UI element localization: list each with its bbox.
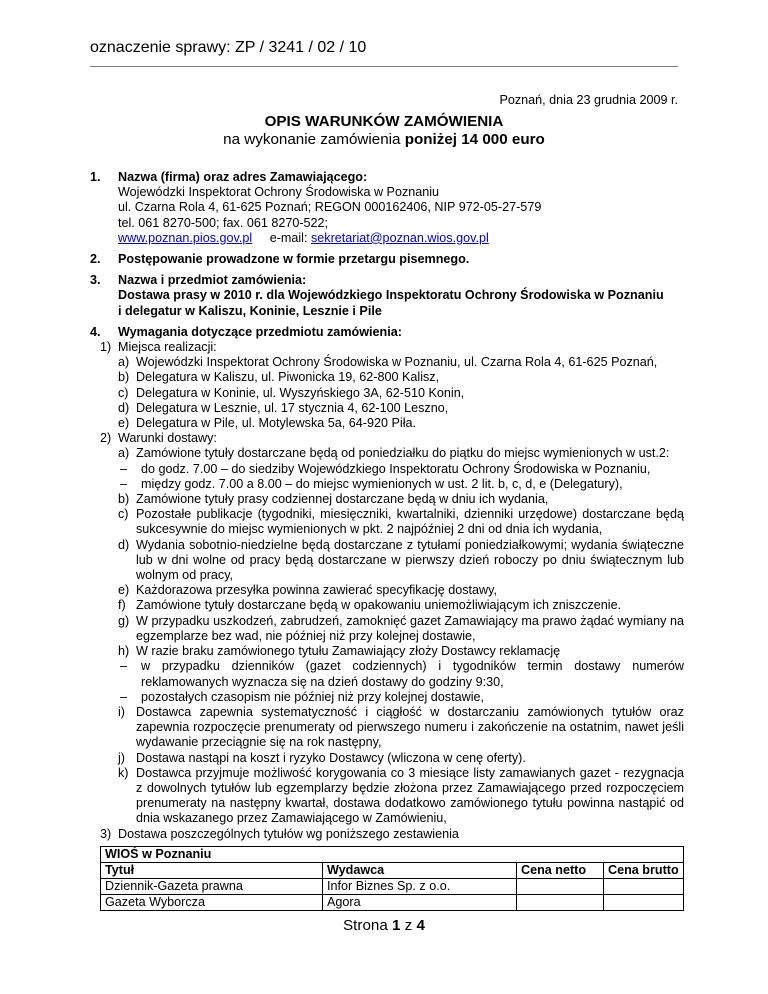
item-text: Delegatura w Pile, ul. Motylewska 5a, 64-920 Piła.: [136, 416, 417, 431]
item-letter: c): [118, 385, 129, 400]
document-body: [90, 170, 684, 911]
subject-line: Dostawa prasy w 2010 r. dla Wojewódzkiego Inspektoratu Ochrony Środowiska w Poznaniu: [118, 288, 664, 303]
dash-bullet: –: [120, 689, 128, 704]
item-text: Zamówione tytuły prasy codziennej dostarczane będą w dniu ich wydania,: [136, 492, 549, 507]
cell-net-price: [517, 878, 604, 894]
dash-bullet: –: [120, 461, 128, 476]
total-pages: 4: [416, 917, 425, 934]
subpoint-label: Warunki dostawy:: [118, 431, 217, 446]
subpoint-titles-list: [100, 827, 684, 842]
item-text: Wojewódzki Inspektorat Ochrony Środowiska w Poznaniu, ul. Czarna Rola 4, 61-625 Poznań,: [136, 355, 658, 370]
dash-text: między godz. 7.00 a 8.00 – do miejsc wymienionych w ust. 2 lit. b, c, d, e (Delegatury),: [141, 476, 623, 491]
list-item: [118, 446, 684, 461]
dash-item: [118, 462, 684, 477]
list-item: [118, 370, 684, 385]
item-letter: a): [118, 446, 130, 461]
item-text: Każdorazowa przesyłka powinna zawierać specyfikację dostawy,: [136, 583, 497, 598]
item-letter: j): [118, 750, 125, 765]
subpoint-number: 3): [100, 826, 112, 841]
table-row: [101, 894, 684, 910]
item-letter: a): [118, 355, 130, 370]
subpoint-delivery-terms: [100, 431, 684, 826]
column-header-publisher: Wydawca: [323, 862, 517, 878]
dash-text: do godz. 7.00 – do siedziby Wojewódzkiego Inspektoratu Ochrony Środowiska w Poznaniu,: [141, 461, 651, 476]
header-divider: [90, 66, 678, 67]
list-item: [118, 492, 684, 507]
table-group-label: WIOŚ w Poznaniu: [101, 846, 684, 862]
section-number: 4.: [90, 324, 101, 339]
item-text: Delegatura w Koninie, ul. Wyszyńskiego 3A, 62-510 Konin,: [136, 385, 465, 400]
list-item: [118, 705, 684, 751]
item-text: Delegatura w Lesznie, ul. 17 stycznia 4, 62-100 Leszno,: [136, 400, 449, 415]
ordering-party-name: Wojewódzki Inspektorat Ochrony Środowiska w Poznaniu: [118, 185, 440, 200]
ordering-party-address: ul. Czarna Rola 4, 61-625 Poznań; REGON 000162406, NIP 972-05-27-579: [118, 200, 542, 215]
item-letter: f): [118, 598, 126, 613]
cell-title: Gazeta Wyborcza: [101, 894, 323, 910]
list-item: [118, 766, 684, 827]
item-letter: b): [118, 370, 130, 385]
page-subtitle: [0, 132, 768, 147]
item-text: Delegatura w Kaliszu, ul. Piwonicka 19, 62-800 Kalisz,: [136, 370, 440, 385]
section-1: [90, 170, 684, 246]
item-text: Wydania sobotnio-niedzielne będą dostarczane z tytułami poniedziałkowymi; wydania świąteczne lub w dni wolne od pracy będą dostarczane w pierwszy dzień roboczy po dniu świątecznym lub wolnym od pracy,: [136, 537, 684, 583]
subpoint-number: 1): [100, 340, 112, 355]
item-text: W przypadku uszkodzeń, zabrudzeń, zamoknięć gazet Zamawiający ma prawo żądać wymiany na egzemplarze bez wad, nie później niż przy kolejnej dostawie,: [136, 613, 684, 643]
list-item: [118, 416, 684, 431]
current-page: 1: [392, 917, 401, 934]
dash-item: [118, 477, 684, 492]
item-text: Dostawca przyjmuje możliwość korygowania co 3 miesiące listy zamawianych gazet - rezygnacja z dowolnych tytułów lub egzemplarzy będzie złożona przez Zamawiającego przed rozpoczęciem prenumeraty na następny kwartał, dostawa dodatkowo zamówionego tytułu powinna nastąpić od dnia wskazanego przez Zamawiającego w Zamówieniu,: [136, 765, 684, 826]
cell-title: Dziennik-Gazeta prawna: [101, 878, 323, 894]
list-item: [118, 538, 684, 584]
contact-line: [118, 231, 684, 246]
item-letter: g): [118, 613, 130, 628]
cell-net-price: [517, 894, 604, 910]
table-group-row: [101, 846, 684, 862]
item-letter: e): [118, 583, 130, 598]
page-label: Strona: [343, 917, 392, 934]
section-2: [90, 252, 684, 267]
item-text: W razie braku zamówionego tytułu Zamawiający złoży Dostawcy reklamację: [136, 644, 561, 659]
column-header-net-price: Cena netto: [517, 862, 604, 878]
list-item: [118, 614, 684, 644]
subtitle-amount: poniżej 14 000 euro: [404, 131, 545, 148]
list-item: [118, 583, 684, 598]
subject-line: i delegatur w Kaliszu, Koninie, Lesznie i Pile: [118, 303, 382, 318]
cell-gross-price: [604, 878, 684, 894]
item-letter: d): [118, 537, 130, 552]
website-link[interactable]: www.poznan.pios.gov.pl: [118, 230, 253, 245]
subpoint-locations: [100, 340, 684, 431]
table-header-row: [101, 862, 684, 878]
ordering-party-phone: tel. 061 8270-500; fax. 061 8270-522;: [118, 215, 329, 230]
list-item: [118, 386, 684, 401]
item-letter: i): [118, 704, 125, 719]
section-number: 2.: [90, 252, 101, 267]
dash-text: pozostałych czasopism nie później niż przy kolejnej dostawie,: [141, 689, 485, 704]
cell-publisher: Infor Biznes Sp. z o.o.: [323, 878, 517, 894]
item-text: Zamówione tytuły dostarczane będą od poniedziałku do piątku do miejsc wymienionych w ust.2:: [136, 446, 670, 461]
case-mark: oznaczenie sprawy: ZP / 3241 / 02 / 10: [90, 39, 367, 56]
page-separator: z: [400, 917, 417, 934]
item-letter: e): [118, 416, 130, 431]
item-letter: k): [118, 765, 129, 780]
item-text: Dostawca zapewnia systematyczność i ciągłość w dostarczaniu zamówionych tytułów oraz zapewnia rozpoczęcie prenumeraty od pierwszego numeru i zakończenie na ostatnim, nawet jeśli wydawanie przeciągnie się na rok następny,: [136, 704, 684, 750]
dash-item: [118, 659, 684, 689]
email-label: e-mail:: [269, 230, 311, 245]
section-4: [90, 325, 684, 842]
column-header-gross-price: Cena brutto: [604, 862, 684, 878]
list-item: [118, 507, 684, 537]
item-letter: c): [118, 507, 129, 522]
item-text: Pozostałe publikacje (tygodniki, miesięczniki, kwartalniki, dzienniki urzędowe) dostarczane będą sukcesywnie do miejsc wymienionych w pkt. 2 najpóźniej 2 dni od dnia ich wydania,: [136, 507, 684, 537]
item-text: Zamówione tytuły dostarczane będą w opakowaniu uniemożliwiającym ich zniszczenie.: [136, 598, 622, 613]
subpoint-number: 2): [100, 431, 112, 446]
dash-bullet: –: [120, 659, 128, 674]
subpoint-label: Miejsca realizacji:: [118, 340, 217, 355]
item-letter: b): [118, 492, 130, 507]
section-heading: Postępowanie prowadzone w formie przetargu pisemnego.: [118, 252, 470, 267]
list-item: [118, 355, 684, 370]
section-heading: Nazwa i przedmiot zamówienia:: [118, 273, 307, 288]
page-title: OPIS WARUNKÓW ZAMÓWIENIA: [264, 113, 504, 130]
dash-item: [118, 690, 684, 705]
dash-bullet: –: [120, 476, 128, 491]
document-date: Poznań, dnia 23 grudnia 2009 r.: [499, 93, 678, 107]
dash-text: w przypadku dzienników (gazet codziennych) i tygodników termin dostawy numerów reklamowanych wyznacza się na dzień dostawy do godziny 9:30,: [141, 659, 684, 689]
section-number: 1.: [90, 170, 101, 184]
table-row: [101, 878, 684, 894]
subtitle-prefix: na wykonanie zamówienia: [223, 131, 405, 148]
section-3: [90, 273, 684, 319]
email-link[interactable]: sekretariat@poznan.wios.gov.pl: [310, 230, 489, 245]
titles-table: [100, 846, 684, 911]
cell-gross-price: [604, 894, 684, 910]
section-heading: Wymagania dotyczące przedmiotu zamówienia:: [118, 324, 402, 339]
cell-publisher: Agora: [323, 894, 517, 910]
item-text: Dostawa nastąpi na koszt i ryzyko Dostawcy (wliczona w cenę oferty).: [136, 750, 526, 765]
list-item: [118, 401, 684, 416]
list-item: [118, 644, 684, 659]
list-item: [118, 751, 684, 766]
subpoint-label: Dostawa poszczególnych tytułów wg poniższego zestawienia: [118, 826, 459, 841]
section-number: 3.: [90, 273, 101, 288]
page-footer: [0, 918, 768, 933]
list-item: [118, 598, 684, 613]
item-letter: d): [118, 400, 130, 415]
column-header-title: Tytuł: [101, 862, 323, 878]
section-heading: Nazwa (firma) oraz adres Zamawiającego:: [118, 170, 368, 184]
item-letter: h): [118, 644, 130, 659]
